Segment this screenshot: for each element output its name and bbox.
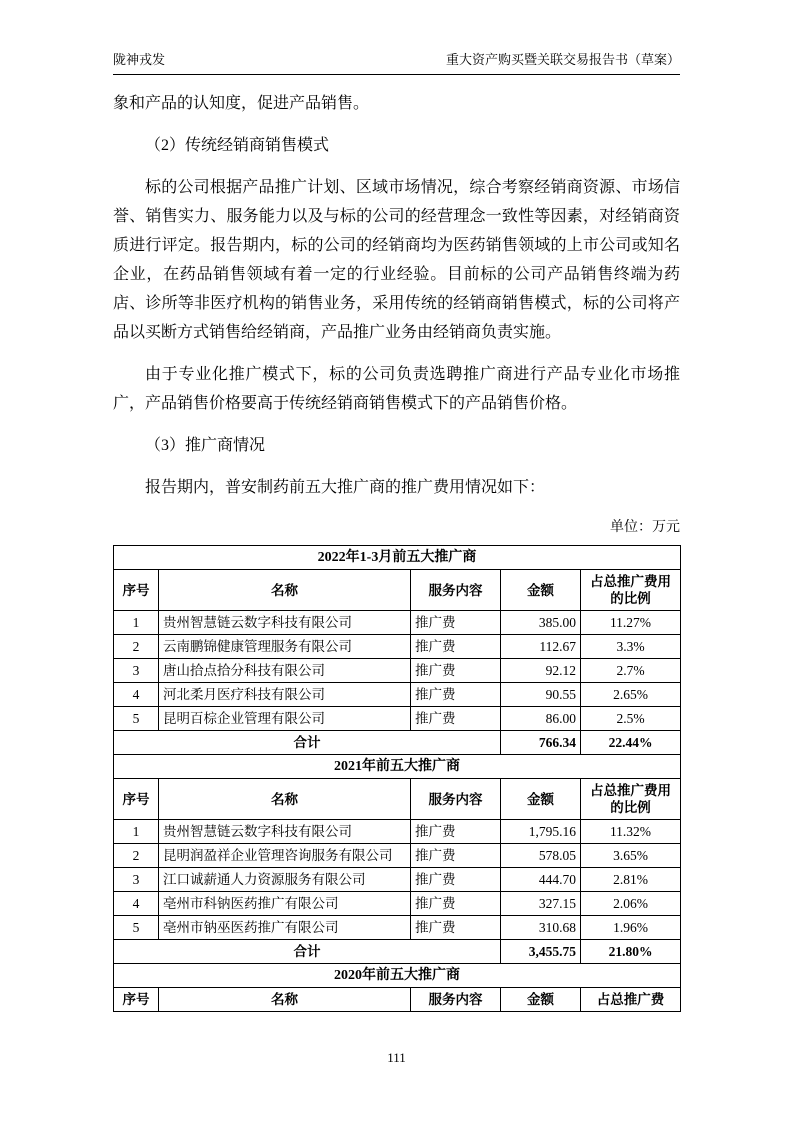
service-cell: 推广费 [411, 683, 501, 707]
service-cell: 推广费 [411, 659, 501, 683]
service-cell: 推广费 [411, 868, 501, 892]
amount-cell: 385.00 [501, 611, 581, 635]
row-index-cell: 5 [114, 916, 159, 940]
column-header: 序号 [114, 988, 159, 1012]
percent-cell: 1.96% [581, 916, 681, 940]
header-doc-short-title: 陇神戎发 [113, 52, 166, 67]
section-title: 2022年1-3月前五大推广商 [114, 546, 681, 570]
company-name-cell: 昆明润盈祥企业管理咨询服务有限公司 [159, 844, 411, 868]
document-body [113, 89, 680, 1012]
paragraph-distributor-model: 标的公司根据产品推广计划、区域市场情况，综合考察经销商资源、市场信誉、销售实力、服务能力以及与标的公司的经营理念一致性等因素，对经销商资质进行评定。报告期内，标的公司的经销商均为医药销售领域的上市公司或知名企业，在药品销售领域有着一定的行业经验。目前标的公司产品销售终端为药店、诊所等非医疗机构的销售业务，采用传统的经销商销售模式，标的公司将产品以买断方式销售给经销商，产品推广业务由经销商负责实施。 [113, 179, 680, 341]
column-header: 名称 [159, 570, 411, 611]
table-row [114, 611, 681, 635]
amount-cell: 1,795.16 [501, 820, 581, 844]
total-percent-cell: 21.80% [581, 940, 681, 964]
column-header: 名称 [159, 779, 411, 820]
percent-cell: 2.06% [581, 892, 681, 916]
amount-cell: 90.55 [501, 683, 581, 707]
amount-cell: 327.15 [501, 892, 581, 916]
column-header: 金额 [501, 779, 581, 820]
total-label-cell: 合计 [114, 940, 501, 964]
promoters-table [113, 545, 681, 1012]
paragraph-pricing: 由于专业化推广模式下，标的公司负责选聘推广商进行产品专业化市场推广，产品销售价格要高于传统经销商销售模式下的产品销售价格。 [113, 366, 680, 412]
company-name-cell: 江口诚薪通人力资源服务有限公司 [159, 868, 411, 892]
row-index-cell: 1 [114, 611, 159, 635]
column-header: 服务内容 [411, 570, 501, 611]
percent-cell: 2.7% [581, 659, 681, 683]
service-cell: 推广费 [411, 844, 501, 868]
column-header: 占总推广费 [581, 988, 681, 1012]
section-title: 2021年前五大推广商 [114, 755, 681, 779]
company-name-cell: 贵州智慧链云数字科技有限公司 [159, 611, 411, 635]
total-row [114, 940, 681, 964]
row-index-cell: 3 [114, 868, 159, 892]
section-heading-2: （2）传统经销商销售模式 [145, 137, 330, 154]
service-cell: 推广费 [411, 916, 501, 940]
document-header [113, 0, 680, 75]
total-amount-cell: 3,455.75 [501, 940, 581, 964]
company-name-cell: 昆明百棕企业管理有限公司 [159, 707, 411, 731]
total-label-cell: 合计 [114, 731, 501, 755]
column-header: 金额 [501, 988, 581, 1012]
total-percent-cell: 22.44% [581, 731, 681, 755]
amount-cell: 310.68 [501, 916, 581, 940]
amount-cell: 92.12 [501, 659, 581, 683]
row-index-cell: 2 [114, 635, 159, 659]
total-row [114, 731, 681, 755]
service-cell: 推广费 [411, 892, 501, 916]
section-heading-3: （3）推广商情况 [145, 437, 266, 454]
company-name-cell: 云南鹏锦健康管理服务有限公司 [159, 635, 411, 659]
table-row [114, 892, 681, 916]
column-header: 服务内容 [411, 779, 501, 820]
company-name-cell: 河北柔月医疗科技有限公司 [159, 683, 411, 707]
amount-cell: 444.70 [501, 868, 581, 892]
column-header: 占总推广费用的比例 [581, 779, 681, 820]
row-index-cell: 4 [114, 683, 159, 707]
table-row [114, 683, 681, 707]
amount-cell: 112.67 [501, 635, 581, 659]
table-row [114, 916, 681, 940]
column-header: 金额 [501, 570, 581, 611]
service-cell: 推广费 [411, 635, 501, 659]
percent-cell: 11.27% [581, 611, 681, 635]
percent-cell: 2.5% [581, 707, 681, 731]
percent-cell: 2.65% [581, 683, 681, 707]
column-header-row [114, 779, 681, 820]
unit-label: 单位：万元 [610, 520, 680, 535]
company-name-cell: 贵州智慧链云数字科技有限公司 [159, 820, 411, 844]
section-title-row [114, 755, 681, 779]
section-title-row [114, 964, 681, 988]
amount-cell: 578.05 [501, 844, 581, 868]
service-cell: 推广费 [411, 820, 501, 844]
company-name-cell: 亳州市钠巫医药推广有限公司 [159, 916, 411, 940]
column-header-row [114, 570, 681, 611]
row-index-cell: 3 [114, 659, 159, 683]
column-header-row [114, 988, 681, 1012]
column-header: 名称 [159, 988, 411, 1012]
row-index-cell: 5 [114, 707, 159, 731]
service-cell: 推广费 [411, 707, 501, 731]
row-index-cell: 2 [114, 844, 159, 868]
header-doc-title: 重大资产购买暨关联交易报告书（草案） [445, 52, 680, 67]
total-amount-cell: 766.34 [501, 731, 581, 755]
page-footer [0, 1050, 793, 1066]
table-row [114, 820, 681, 844]
service-cell: 推广费 [411, 611, 501, 635]
percent-cell: 3.65% [581, 844, 681, 868]
percent-cell: 11.32% [581, 820, 681, 844]
section-title: 2020年前五大推广商 [114, 964, 681, 988]
row-index-cell: 1 [114, 820, 159, 844]
column-header: 服务内容 [411, 988, 501, 1012]
percent-cell: 2.81% [581, 868, 681, 892]
company-name-cell: 亳州市科钠医药推广有限公司 [159, 892, 411, 916]
table-row [114, 844, 681, 868]
paragraph-continuation: 象和产品的认知度，促进产品销售。 [113, 95, 370, 112]
table-row [114, 659, 681, 683]
column-header: 序号 [114, 570, 159, 611]
amount-cell: 86.00 [501, 707, 581, 731]
table-row [114, 868, 681, 892]
percent-cell: 3.3% [581, 635, 681, 659]
table-row [114, 707, 681, 731]
page-number: 111 [387, 1050, 406, 1065]
company-name-cell: 唐山拾点拾分科技有限公司 [159, 659, 411, 683]
table-row [114, 635, 681, 659]
row-index-cell: 4 [114, 892, 159, 916]
column-header: 占总推广费用的比例 [581, 570, 681, 611]
column-header: 序号 [114, 779, 159, 820]
section-title-row [114, 546, 681, 570]
paragraph-table-intro: 报告期内，普安制药前五大推广商的推广费用情况如下： [145, 479, 546, 496]
